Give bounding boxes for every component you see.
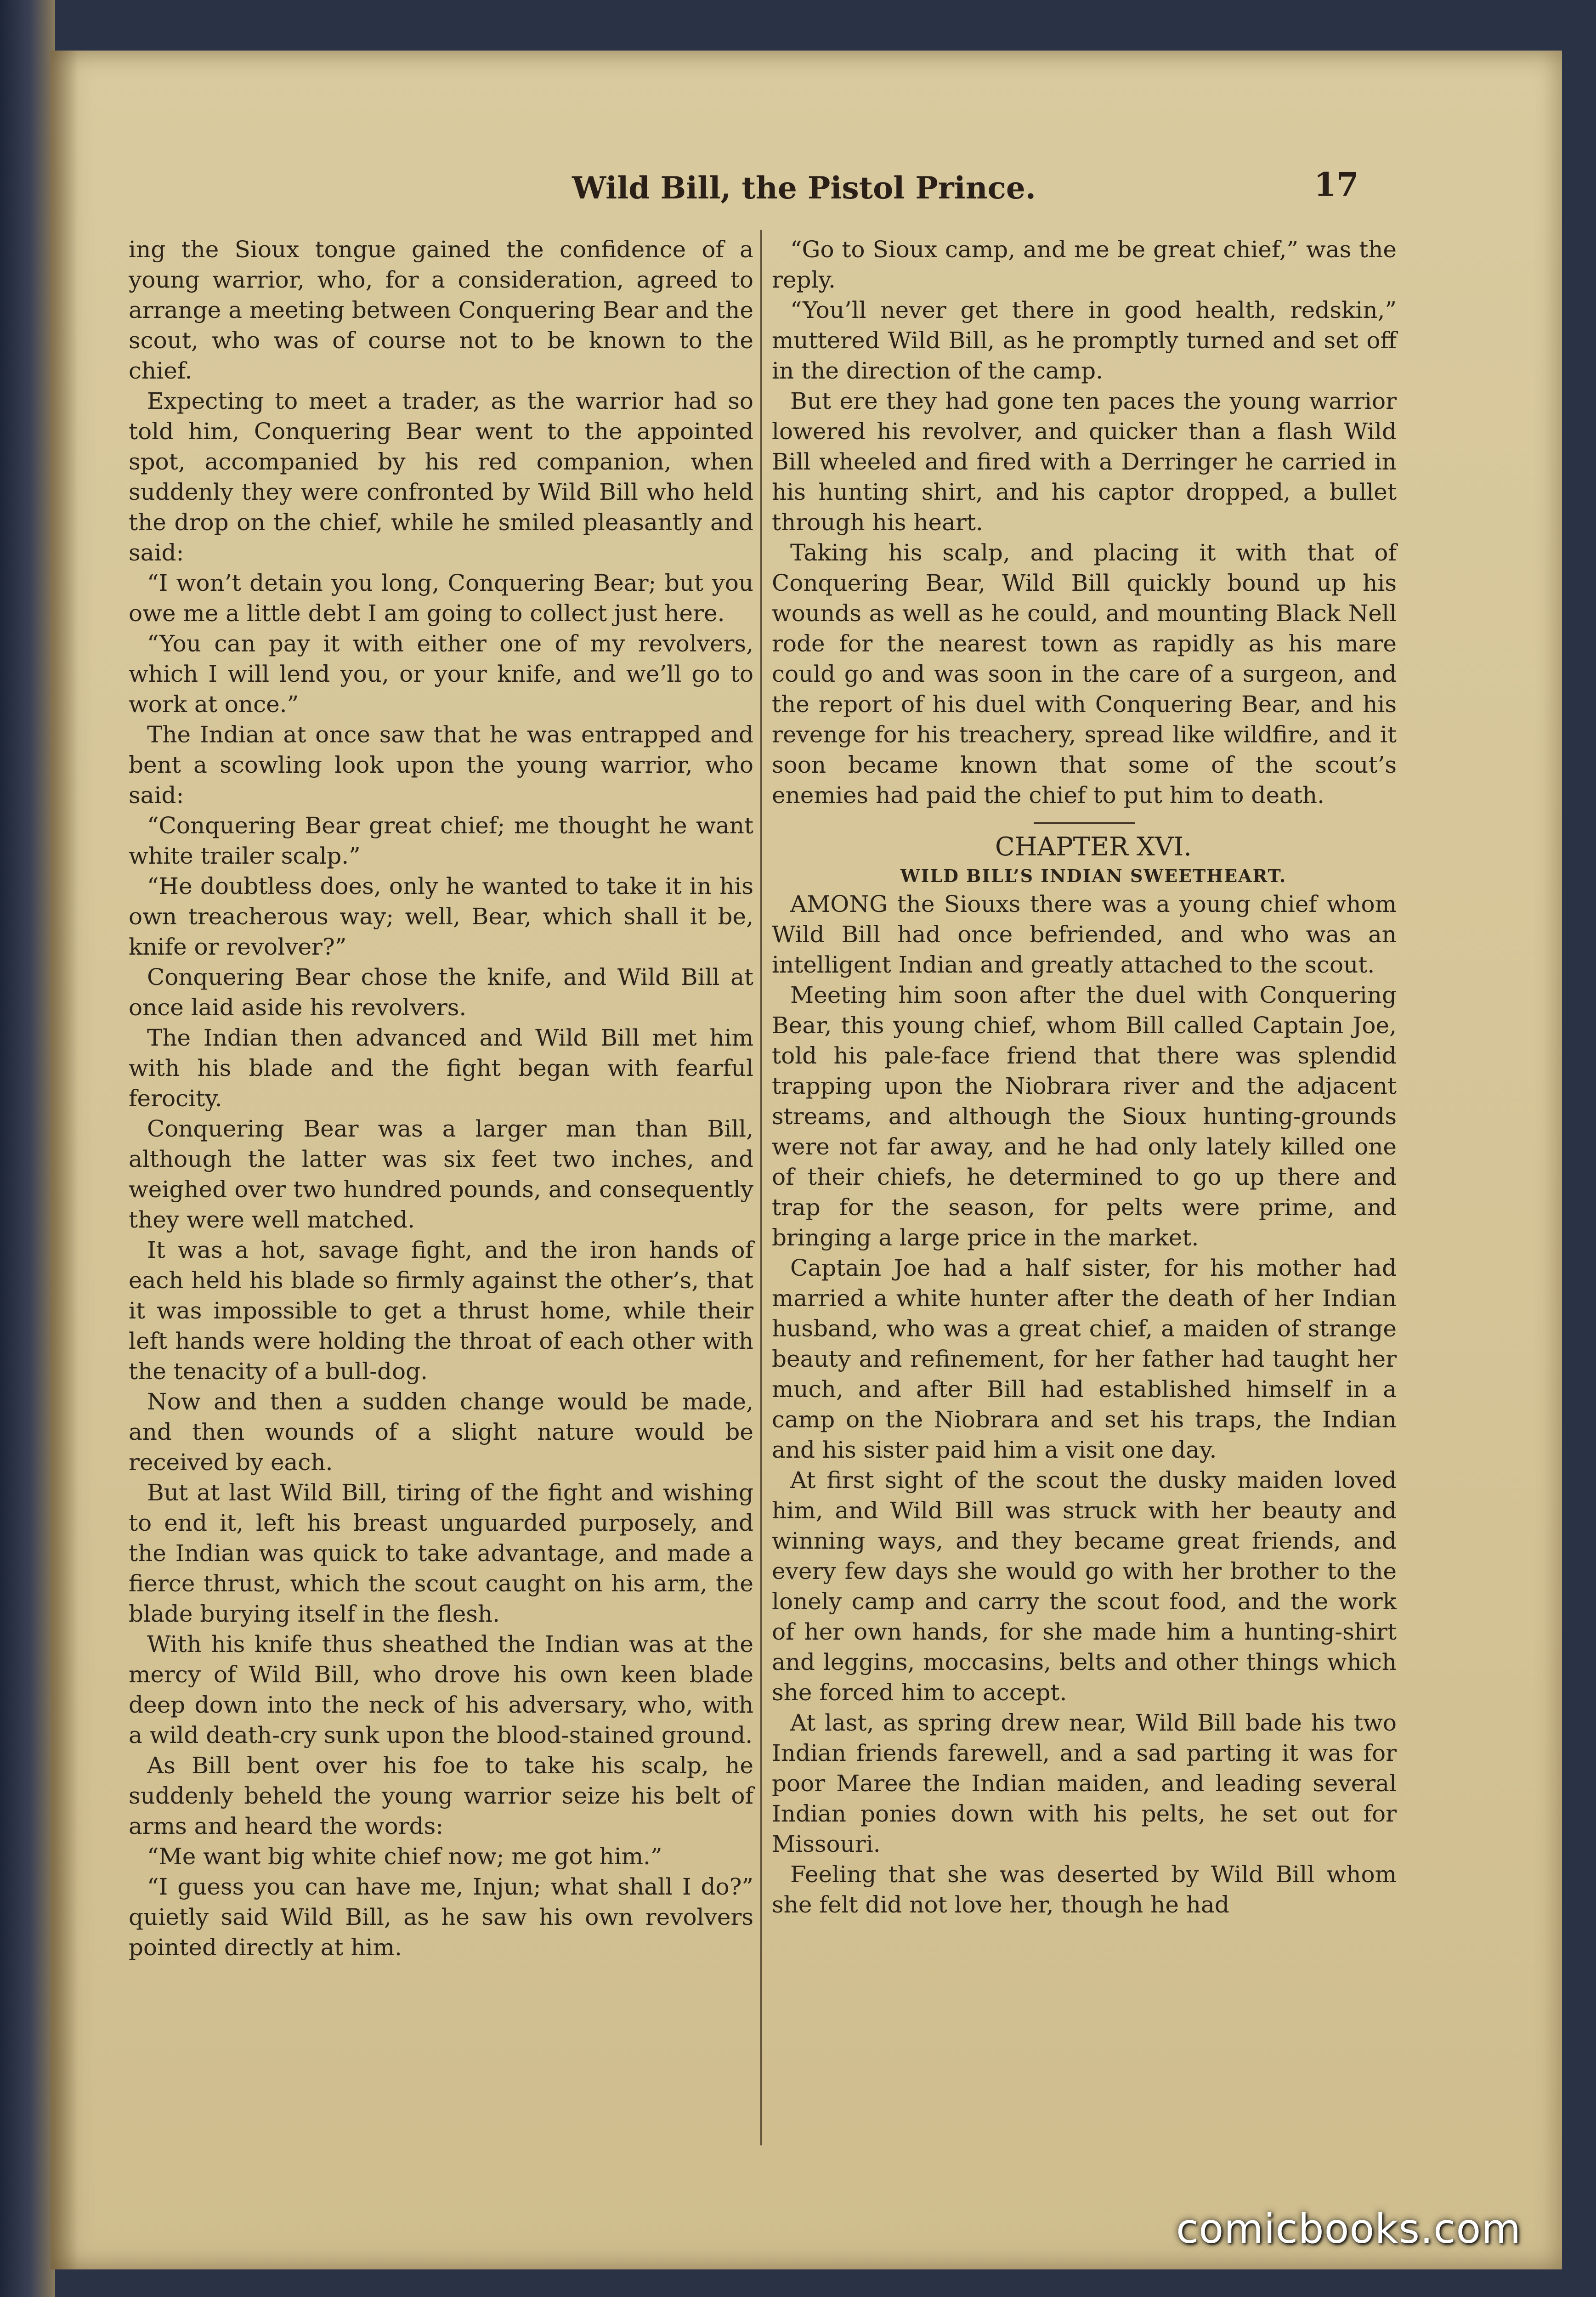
paragraph: Feeling that she was deserted by Wild Bill whom she felt did not love her, though he had: [772, 1861, 1397, 1918]
paragraph: The Indian at once saw that he was entrapped and bent a scowling look upon the young warrior, who said:: [129, 721, 753, 809]
paragraph: Conquering Bear was a larger man than Bill, although the latter was six feet two inches, and weighed over two hundred pounds, and consequently they were well matched.: [129, 1115, 753, 1233]
paragraph: “He doubtless does, only he wanted to take it in his own treacherous way; well, Bear, which shall it be, knife or revolver?”: [129, 873, 753, 960]
paragraph: “Conquering Bear great chief; me thought he want white trailer scalp.”: [129, 812, 753, 869]
column-divider: [760, 230, 762, 2145]
paragraph: “You can pay it with either one of my revolvers, which I will lend you, or your knife, and we’ll go to work at once.”: [129, 630, 753, 718]
paragraph: Now and then a sudden change would be made, and then wounds of a slight nature would be received by each.: [129, 1388, 753, 1476]
paragraph: “Me want big white chief now; me got him.”: [147, 1843, 662, 1870]
paragraph: Taking his scalp, and placing it with that of Conquering Bear, Wild Bill quickly bound up his wounds as well as he could, and mounting Black Nell rode for the nearest town as rapidly as his mare could go and was soon in the care of a surgeon, and the report of his duel with Conquering Bear, and his revenge for his treachery, spread like wildfire, and it soon became known that some of the scout’s enemies had paid the chief to put him to death.: [772, 539, 1397, 809]
running-head: Wild Bill, the Pistol Prince.: [572, 170, 1036, 206]
paragraph: “I guess you can have me, Injun; what shall I do?” quietly said Wild Bill, as he saw his own revolvers pointed directly at him.: [129, 1873, 753, 1961]
paragraph: But at last Wild Bill, tiring of the fight and wishing to end it, left his breast unguarded purposely, and the Indian was quick to take advantage, and made a fierce thrust, which the scout caught on his arm, the blade burying itself in the flesh.: [129, 1479, 753, 1627]
paragraph: At last, as spring drew near, Wild Bill bade his two Indian friends farewell, and a sad parting it was for poor Maree the Indian maiden, and leading several Indian ponies down with his pelts, he set out for Missouri.: [772, 1709, 1397, 1857]
paragraph: As Bill bent over his foe to take his scalp, he suddenly beheld the young warrior seize his belt of arms and heard the words:: [129, 1752, 753, 1839]
page-gutter-shadow: [51, 51, 78, 2269]
background-left-edge: [0, 0, 55, 2297]
paragraph: “I won’t detain you long, Conquering Bear; but you owe me a little debt I am going to collect just here.: [129, 570, 753, 627]
paragraph: Captain Joe had a half sister, for his mother had married a white hunter after the death of her Indian husband, who was a great chief, a maiden of strange beauty and refinement, for her father had taught her much, and after Bill had established himself in a camp on the Niobrara and set his traps, the Indian and his sister paid him a visit one day.: [772, 1255, 1397, 1463]
paragraph: ing the Sioux tongue gained the confidence of a young warrior, who, for a consideration, agreed to arrange a meeting between Conquering Bear and the scout, who was of course not to be known to the chief.: [129, 236, 753, 384]
paragraph: The Indian then advanced and Wild Bill met him with his blade and the fight began with fearful ferocity.: [129, 1024, 753, 1112]
chapter-subtitle: WILD BILL’S INDIAN SWEETHEART.: [900, 866, 1287, 886]
site-watermark: comicbooks.com: [1176, 2205, 1522, 2252]
paragraph: Meeting him soon after the duel with Conquering Bear, this young chief, whom Bill called Captain Joe, told his pale-face friend that there was splendid trapping upon the Niobrara river and the adjacent streams, and although the Sioux hunting-grounds were not far away, and he had only lately killed one of their chiefs, he determined to go up there and trap for the season, for pelts were prime, and bringing a large price in the market.: [772, 982, 1397, 1251]
paragraph: Conquering Bear chose the knife, and Wild Bill at once laid aside his revolvers.: [129, 964, 753, 1021]
paragraph: With his knife thus sheathed the Indian was at the mercy of Wild Bill, who drove his own keen blade deep down into the neck of his adversary, who, with a wild death-cry sunk upon the blood-stained ground.: [129, 1631, 753, 1748]
paragraph: Expecting to meet a trader, as the warrior had so told him, Conquering Bear went to the appointed spot, accompanied by his red companion, when suddenly they were confronted by Wild Bill who held the drop on the chief, while he smiled pleasantly and said:: [129, 388, 753, 566]
paragraph: But ere they had gone ten paces the young warrior lowered his revolver, and quicker than a flash Wild Bill wheeled and fired with a Derringer he carried in his hunting shirt, and his captor dropped, a bullet through his heart.: [772, 388, 1397, 536]
left-column: [129, 234, 753, 1963]
paragraph: “You’ll never get there in good health, redskin,” muttered Wild Bill, as he promptly turned and set off in the direction of the camp.: [772, 297, 1397, 384]
chapter-rule: [1034, 822, 1135, 824]
paragraph: It was a hot, savage fight, and the iron hands of each held his blade so firmly against the other’s, that it was impossible to get a thrust home, while their left hands were holding the throat of each other with the tenacity of a bull-dog.: [129, 1237, 753, 1385]
paragraph: At first sight of the scout the dusky maiden loved him, and Wild Bill was struck with her beauty and winning ways, and they became great friends, and every few days she would go with her brother to the lonely camp and carry the scout food, and the work of her own hands, for she made him a hunting-shirt and leggins, moccasins, belts and other things which she forced him to accept.: [772, 1467, 1397, 1706]
paragraph: “Go to Sioux camp, and me be great chief,” was the reply.: [772, 236, 1397, 293]
page-number: 17: [1314, 165, 1359, 204]
paragraph: AMONG the Siouxs there was a young chief whom Wild Bill had once befriended, and who was an intelligent Indian and greatly attached to the scout.: [772, 891, 1397, 978]
chapter-title: CHAPTER XVI.: [995, 832, 1192, 862]
right-column: [772, 234, 1397, 1920]
